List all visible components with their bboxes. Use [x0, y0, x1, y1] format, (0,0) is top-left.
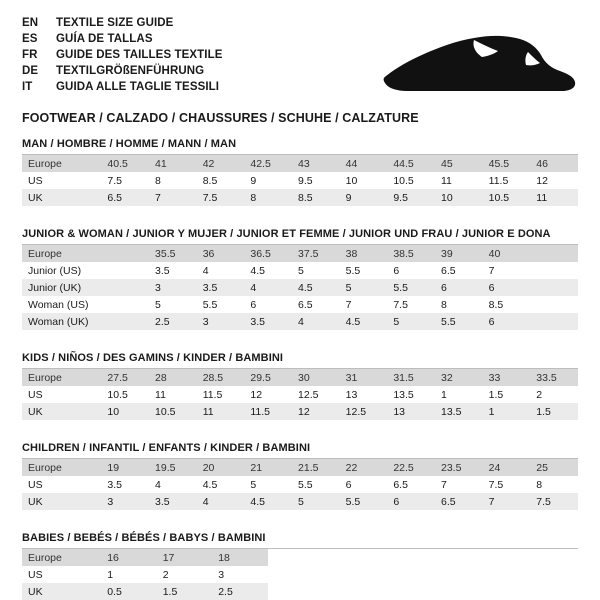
- row-label: Woman (US): [22, 296, 101, 313]
- table-row: [22, 313, 578, 330]
- size-cell: 5: [292, 262, 340, 279]
- size-cell: 8.5: [292, 189, 340, 206]
- size-cell: 5.5: [197, 296, 245, 313]
- language-label: TEXTILGRÖßENFÜHRUNG: [56, 65, 205, 77]
- size-cell: [530, 279, 578, 296]
- table-row: [22, 296, 578, 313]
- size-cell: 25: [530, 459, 578, 476]
- size-cell: 3: [149, 279, 197, 296]
- size-cell: 6.5: [101, 189, 149, 206]
- table-row: [22, 403, 578, 420]
- size-cell: 22.5: [387, 459, 435, 476]
- table-row: [22, 386, 578, 403]
- row-label: US: [22, 476, 101, 493]
- size-cell: 43: [292, 155, 340, 172]
- size-cell: 28: [149, 369, 197, 386]
- size-cell: 9.5: [292, 172, 340, 189]
- size-cell: 5: [244, 476, 292, 493]
- row-label: Europe: [22, 459, 101, 476]
- size-cell: 18: [212, 549, 268, 566]
- size-cell: 42.5: [244, 155, 292, 172]
- size-cell: 16: [101, 549, 157, 566]
- table-row: [22, 549, 268, 566]
- size-cell: 1: [101, 566, 157, 583]
- size-cell: 29.5: [244, 369, 292, 386]
- size-cell: 6.5: [435, 262, 483, 279]
- size-cell: 11: [197, 403, 245, 420]
- size-cell: 7: [340, 296, 388, 313]
- language-code: IT: [22, 81, 33, 93]
- size-table: [22, 155, 578, 206]
- table-row: [22, 189, 578, 206]
- row-label: Europe: [22, 369, 101, 386]
- size-cell: 24: [483, 459, 531, 476]
- size-cell: 10: [435, 189, 483, 206]
- size-table: [22, 369, 578, 420]
- size-cell: 11: [435, 172, 483, 189]
- size-group-title: BABIES / BEBÉS / BÉBÉS / BABYS / BAMBINI: [22, 532, 266, 544]
- size-cell: 11: [149, 386, 197, 403]
- size-cell: 31.5: [387, 369, 435, 386]
- size-group: [22, 138, 578, 206]
- size-cell: 21.5: [292, 459, 340, 476]
- size-cell: 1.5: [157, 583, 213, 600]
- size-cell: 3: [212, 566, 268, 583]
- size-cell: 3: [101, 493, 149, 510]
- size-cell: 6.5: [435, 493, 483, 510]
- size-cell: 6: [483, 279, 531, 296]
- page-header: [22, 16, 578, 125]
- language-code: FR: [22, 49, 38, 61]
- size-cell: 22: [340, 459, 388, 476]
- size-cell: 7.5: [483, 476, 531, 493]
- size-cell: 5: [340, 279, 388, 296]
- size-cell: 32: [435, 369, 483, 386]
- size-cell: 3.5: [149, 493, 197, 510]
- size-cell: 6: [340, 476, 388, 493]
- row-label: Junior (US): [22, 262, 101, 279]
- table-row: [22, 476, 578, 493]
- size-cell: [101, 279, 149, 296]
- size-cell: 11.5: [244, 403, 292, 420]
- size-cell: 45: [435, 155, 483, 172]
- size-cell: 33: [483, 369, 531, 386]
- size-cell: 4: [149, 476, 197, 493]
- size-cell: [101, 245, 149, 262]
- size-cell: 9: [244, 172, 292, 189]
- size-cell: 7.5: [101, 172, 149, 189]
- size-cell: 4: [197, 262, 245, 279]
- size-cell: 2: [530, 386, 578, 403]
- size-cell: 1: [435, 386, 483, 403]
- size-tables: [22, 138, 578, 600]
- language-label: GUIDE DES TAILLES TEXTILE: [56, 49, 223, 61]
- row-label: Europe: [22, 245, 101, 262]
- table-row: [22, 172, 578, 189]
- size-cell: 6.5: [292, 296, 340, 313]
- row-label: Junior (UK): [22, 279, 101, 296]
- size-cell: 6: [387, 262, 435, 279]
- size-cell: 10.5: [149, 403, 197, 420]
- size-cell: 7.5: [387, 296, 435, 313]
- language-code: DE: [22, 65, 39, 77]
- size-cell: 2: [157, 566, 213, 583]
- size-cell: 9.5: [387, 189, 435, 206]
- row-label: US: [22, 566, 101, 583]
- size-table: [22, 549, 268, 600]
- size-cell: 7: [483, 493, 531, 510]
- size-cell: 30: [292, 369, 340, 386]
- size-cell: 40: [483, 245, 531, 262]
- size-cell: 23.5: [435, 459, 483, 476]
- size-cell: 35.5: [149, 245, 197, 262]
- size-group: [22, 442, 578, 510]
- size-cell: 11.5: [483, 172, 531, 189]
- size-cell: 4.5: [244, 262, 292, 279]
- size-cell: 6: [435, 279, 483, 296]
- size-cell: 1: [483, 403, 531, 420]
- size-cell: 38.5: [387, 245, 435, 262]
- language-code: ES: [22, 33, 38, 45]
- size-cell: 6: [244, 296, 292, 313]
- language-label: TEXTILE SIZE GUIDE: [56, 17, 174, 29]
- size-cell: 11.5: [197, 386, 245, 403]
- size-cell: [101, 313, 149, 330]
- size-cell: 13: [387, 403, 435, 420]
- size-cell: 31: [340, 369, 388, 386]
- size-cell: 11: [530, 189, 578, 206]
- size-cell: 10.5: [101, 386, 149, 403]
- row-label: UK: [22, 583, 101, 600]
- size-cell: 3.5: [101, 476, 149, 493]
- size-cell: 2.5: [212, 583, 268, 600]
- size-cell: 4: [197, 493, 245, 510]
- size-cell: 8: [149, 172, 197, 189]
- size-cell: 8: [244, 189, 292, 206]
- table-row: [22, 262, 578, 279]
- size-group-title: KIDS / NIÑOS / DES GAMINS / KINDER / BAMBINI: [22, 352, 284, 364]
- size-cell: 2.5: [149, 313, 197, 330]
- size-cell: 7: [149, 189, 197, 206]
- size-cell: 8.5: [483, 296, 531, 313]
- row-label: UK: [22, 493, 101, 510]
- row-label: Europe: [22, 155, 101, 172]
- size-cell: 13.5: [387, 386, 435, 403]
- size-group: [22, 352, 578, 420]
- size-cell: 12: [530, 172, 578, 189]
- size-cell: 5.5: [340, 262, 388, 279]
- table-row: [22, 566, 268, 583]
- size-cell: 8: [530, 476, 578, 493]
- language-row: [22, 16, 578, 31]
- size-cell: 3.5: [197, 279, 245, 296]
- size-cell: [530, 313, 578, 330]
- size-cell: 33.5: [530, 369, 578, 386]
- size-cell: 5: [149, 296, 197, 313]
- size-cell: 27.5: [101, 369, 149, 386]
- size-cell: 12: [244, 386, 292, 403]
- size-cell: [530, 262, 578, 279]
- size-cell: 5: [292, 493, 340, 510]
- size-cell: 10.5: [387, 172, 435, 189]
- size-cell: 4: [244, 279, 292, 296]
- size-cell: 21: [244, 459, 292, 476]
- size-cell: 1.5: [530, 403, 578, 420]
- size-cell: 13: [340, 386, 388, 403]
- size-cell: 3: [197, 313, 245, 330]
- size-cell: 39: [435, 245, 483, 262]
- size-table: [22, 459, 578, 510]
- row-label: Woman (UK): [22, 313, 101, 330]
- language-code: EN: [22, 17, 39, 29]
- dress-shoe-icon: [378, 30, 578, 102]
- size-cell: 6: [387, 493, 435, 510]
- language-label: GUIDA ALLE TAGLIE TESSILI: [56, 81, 220, 93]
- size-cell: 5.5: [292, 476, 340, 493]
- size-cell: 41: [149, 155, 197, 172]
- size-cell: 3.5: [244, 313, 292, 330]
- size-cell: 37.5: [292, 245, 340, 262]
- size-cell: 7.5: [530, 493, 578, 510]
- size-cell: 1.5: [483, 386, 531, 403]
- size-cell: 6: [483, 313, 531, 330]
- size-cell: 13.5: [435, 403, 483, 420]
- size-group-title: CHILDREN / INFANTIL / ENFANTS / KINDER / BAMBINI: [22, 442, 311, 454]
- table-row: [22, 369, 578, 386]
- size-cell: 12.5: [340, 403, 388, 420]
- size-cell: 17: [157, 549, 213, 566]
- size-cell: 19.5: [149, 459, 197, 476]
- size-cell: [530, 296, 578, 313]
- size-cell: 38: [340, 245, 388, 262]
- size-group: [22, 228, 578, 330]
- size-cell: 12: [292, 403, 340, 420]
- size-cell: 6.5: [387, 476, 435, 493]
- size-cell: 10.5: [483, 189, 531, 206]
- size-cell: 28.5: [197, 369, 245, 386]
- row-label: UK: [22, 403, 101, 420]
- size-cell: 45.5: [483, 155, 531, 172]
- size-cell: 10: [340, 172, 388, 189]
- size-cell: 5.5: [387, 279, 435, 296]
- table-row: [22, 493, 578, 510]
- size-cell: 8: [435, 296, 483, 313]
- row-label: US: [22, 386, 101, 403]
- size-cell: 12.5: [292, 386, 340, 403]
- size-cell: 19: [101, 459, 149, 476]
- size-cell: [101, 296, 149, 313]
- size-table: [22, 245, 578, 330]
- size-cell: 4.5: [340, 313, 388, 330]
- size-cell: 9: [340, 189, 388, 206]
- size-cell: 5.5: [435, 313, 483, 330]
- row-label: US: [22, 172, 101, 189]
- size-cell: 4.5: [197, 476, 245, 493]
- table-row: [22, 155, 578, 172]
- size-cell: 8.5: [197, 172, 245, 189]
- size-cell: [530, 245, 578, 262]
- size-group-title: MAN / HOMBRE / HOMME / MANN / MAN: [22, 138, 237, 150]
- size-cell: 42: [197, 155, 245, 172]
- size-cell: 36.5: [244, 245, 292, 262]
- size-cell: 7: [435, 476, 483, 493]
- size-cell: 3.5: [149, 262, 197, 279]
- size-cell: [101, 262, 149, 279]
- row-label: UK: [22, 189, 101, 206]
- size-cell: 20: [197, 459, 245, 476]
- size-cell: 10: [101, 403, 149, 420]
- size-cell: 0.5: [101, 583, 157, 600]
- table-row: [22, 459, 578, 476]
- size-cell: 7: [483, 262, 531, 279]
- size-cell: 5: [387, 313, 435, 330]
- size-cell: 4.5: [244, 493, 292, 510]
- size-cell: 46: [530, 155, 578, 172]
- row-label: Europe: [22, 549, 101, 566]
- size-cell: 44.5: [387, 155, 435, 172]
- table-row: [22, 583, 268, 600]
- size-cell: 7.5: [197, 189, 245, 206]
- language-label: GUÍA DE TALLAS: [56, 33, 153, 45]
- size-cell: 5.5: [340, 493, 388, 510]
- size-group: [22, 532, 578, 600]
- size-cell: 4: [292, 313, 340, 330]
- size-cell: 40.5: [101, 155, 149, 172]
- size-group-title: JUNIOR & WOMAN / JUNIOR Y MUJER / JUNIOR ET FEMME / JUNIOR UND FRAU / JUNIOR E DONA: [22, 228, 551, 240]
- section-title: FOOTWEAR / CALZADO / CHAUSSURES / SCHUHE / CALZATURE: [22, 111, 419, 125]
- table-row: [22, 279, 578, 296]
- size-cell: 36: [197, 245, 245, 262]
- size-cell: 4.5: [292, 279, 340, 296]
- table-row: [22, 245, 578, 262]
- size-cell: 44: [340, 155, 388, 172]
